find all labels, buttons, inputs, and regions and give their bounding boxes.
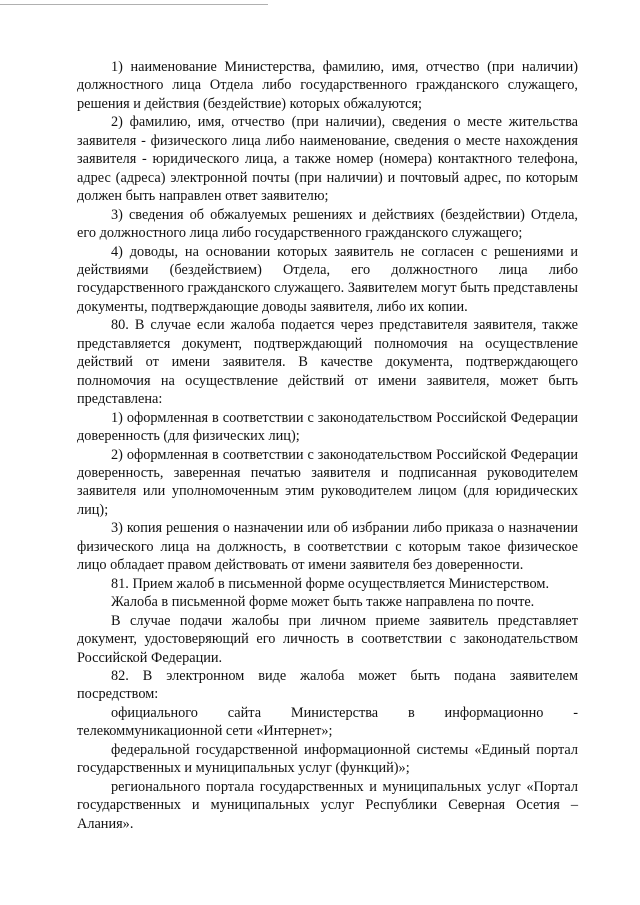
paragraph-81-by-mail: Жалоба в письменной форме может быть также направлена по почте. [111,594,535,611]
paragraph-82-regional-portal: регионального портала государственных и муниципальных услуг «Портал государственных и муниципальных услуг Республики Северная Осетия – Алания». [77,778,578,832]
document-body [77,58,578,833]
paragraph-80-item-2: 2) оформленная в соответствии с законодательством Российской Федерации доверенность, заверенная печатью заявителя и подписанная руководителем заявителя или уполномоченным этим руководителем лицом (для юридических лиц); [77,446,578,518]
paragraph-81-personal-reception: В случае подачи жалобы при личном приеме заявитель представляет документ, удостоверяющий его личность в соответствии с законодательством Российской Федерации. [77,612,578,666]
paragraph-item-1-ministry-name: 1) наименование Министерства, фамилию, имя, отчество (при наличии) должностного лица Отдела либо государственного гражданского служащего, решения и действия (бездействие) которых обжалуются; [77,59,578,112]
paragraph-82-electronic-form: 82. В электронном виде жалоба может быть подана заявителем посредством: [77,667,578,703]
paragraph-80-representative: 80. В случае если жалоба подается через представителя заявителя, также представляется документ, подтверждающий полномочия на осуществление действий от имени заявителя. В качестве документа, подтверждающего полномочия на осуществление действий от имени заявителя, может быть представлена: [77,317,578,408]
paragraph-item-3-appealed-decisions: 3) сведения об обжалуемых решениях и действиях (бездействии) Отдела, его должностного лица либо государственного гражданского служащего; [77,206,578,242]
paragraph-82-ministry-site: официального сайта Министерства в информационно - телекоммуникационной сети «Интернет»; [77,704,578,740]
scan-artifact-line [0,4,268,5]
paragraph-81-written-form: 81. Прием жалоб в письменной форме осуществляется Министерством. [111,575,550,592]
paragraph-item-4-arguments: 4) доводы, на основании которых заявитель не согласен с решениями и действиями (бездействием) Отдела, его должностного лица либо государственного гражданского служащего. Заявителем могут быть представлены документы, подтверждающие доводы заявителя, либо их копии. [77,243,578,315]
paragraph-item-2-applicant-details: 2) фамилию, имя, отчество (при наличии), сведения о месте жительства заявителя - физического лица либо наименование, сведения о месте нахождения заявителя - юридического лица, а также номер (номера) контактного телефона, адрес (адреса) электронной почты (при наличии) и почтовый адрес, по которым должен быть направлен ответ заявителю; [77,114,578,205]
paragraph-82-federal-portal: федеральной государственной информационной системы «Единый портал государственных и муниципальных услуг (функций)»; [77,741,578,777]
paragraph-80-item-1: 1) оформленная в соответствии с законодательством Российской Федерации доверенность (для физических лиц); [77,409,578,445]
paragraph-80-item-3: 3) копия решения о назначении или об избрании либо приказа о назначении физического лица на должность, в соответствии с которым такое физическое лицо обладает правом действовать от имени заявителя без доверенности. [77,520,578,574]
